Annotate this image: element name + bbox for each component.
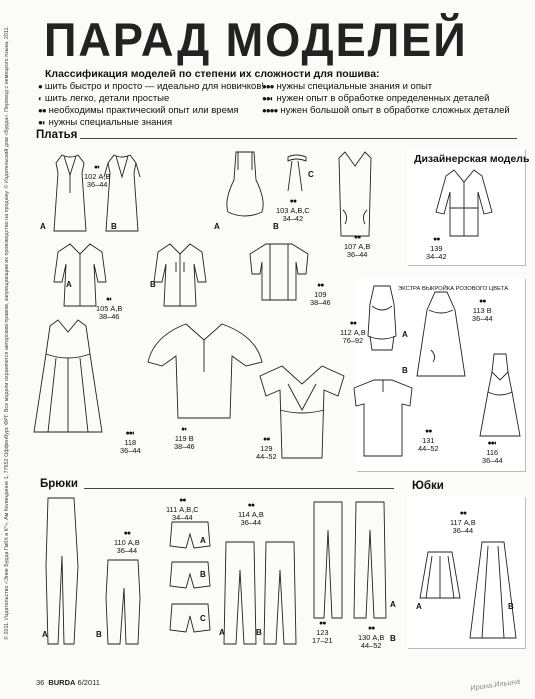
model-label-111: ●● 111 А,В,С 34–44 <box>166 497 199 523</box>
skirt-sketch-117b <box>468 540 518 640</box>
legend-item: ●●◐ нужен опыт в обработке определенных деталей <box>262 93 490 104</box>
variant-letter: В <box>96 630 102 639</box>
brand-name: BURDA <box>48 678 76 687</box>
issue-number: 6/2011 <box>77 678 100 687</box>
model-label-130: ●● 130 А,В 44–52 <box>358 625 385 651</box>
trousers-sketch-110b <box>104 558 144 646</box>
skirt-sketch-117a <box>418 550 462 600</box>
model-label-109: ●● 109 38–46 <box>310 282 331 308</box>
model-label-110: ●● 110 А,В 36–44 <box>114 530 140 556</box>
section-dresses: Платья <box>36 129 78 141</box>
variant-letter: В <box>273 222 279 231</box>
trousers-sketch-114b <box>262 540 298 646</box>
trousers-sketch-114a <box>222 540 258 646</box>
model-label-113: ●● 113 В 36–44 <box>472 298 493 324</box>
variant-letter: А <box>214 222 220 231</box>
section-trousers: Брюки <box>40 478 78 490</box>
coat-sketch-139 <box>434 168 494 238</box>
designer-title: Дизайнерская модель <box>414 153 530 165</box>
model-label-131: ●● 131 44–52 <box>418 428 439 454</box>
page-number: 36 <box>36 678 45 687</box>
dress-sketch-109 <box>246 242 312 302</box>
shorts-sketch-111a <box>168 520 212 550</box>
trousers-sketch-110a <box>44 496 84 646</box>
variant-letter: А <box>42 630 48 639</box>
dress-sketch-116 <box>478 352 522 438</box>
dress-sketch-131 <box>352 378 414 458</box>
model-label-103: ●● 103 А,В,С 34–42 <box>276 198 310 224</box>
model-label-118: ●●◐ 118 36–44 <box>120 430 141 456</box>
model-label-105: ●◐ 105 А,В 38–46 <box>96 296 123 322</box>
variant-letter: А <box>200 536 206 545</box>
legend-item: ●● необходимы практический опыт или время <box>38 105 239 116</box>
dress-sketch-112 <box>362 284 402 354</box>
legend-item: ● шить быстро и просто — идеально для новичков! <box>38 81 265 92</box>
extra-title: ЭКСТРА ВЫКРОЙКА РОЗОВОГО ЦВЕТА <box>398 286 509 292</box>
variant-letter: В <box>200 570 206 579</box>
model-label-107: ●● 107 А,В 36–44 <box>344 234 371 260</box>
model-label-102: ●◐ 102 А,В 36–44 <box>84 164 111 190</box>
legend-item: ◐ шить легко, детали простые <box>38 93 170 104</box>
dress-sketch-119 <box>146 322 264 422</box>
trousers-sketch-123 <box>310 500 346 620</box>
section-skirts: Юбки <box>412 480 444 492</box>
legend-item: ●◐ нужны специальные знания <box>38 117 173 128</box>
variant-letter: В <box>256 628 262 637</box>
model-label-139: ●● 139 34–42 <box>426 236 447 262</box>
variant-letter: С <box>200 614 206 623</box>
trousers-sketch-130 <box>352 500 388 620</box>
variant-letter: А <box>219 628 225 637</box>
page-title: ПАРАД МОДЕЛЕЙ <box>44 13 468 66</box>
section-rule <box>80 138 517 139</box>
copyright-side-text: © 2011. Издательство «Энне Бурда ГмбХ и К°», Ам Келиндинне 1, 77652 Оффенбург. ФРГ. Все модели охраняются авторским правом, запрещающим их производство на продажу. © Издательский дом «Бурда». Перевод с немецкого языка, 2011. <box>4 25 10 640</box>
variant-letter: А <box>416 602 422 611</box>
dress-sketch-103 <box>222 150 268 220</box>
variant-letter: В <box>508 602 514 611</box>
variant-letter: А <box>40 222 46 231</box>
dress-sketch-107 <box>335 150 375 238</box>
model-label-112: ●● 112 А,В 76–92 <box>340 320 366 346</box>
model-label-123: ●● 123 17–21 <box>312 620 333 646</box>
section-rule <box>84 488 394 489</box>
variant-letter: А <box>402 330 408 339</box>
classification-heading: Классификация моделей по степени их сложности для пошива: <box>45 68 380 80</box>
page-footer <box>36 678 100 687</box>
model-label-116: ●●◐ 116 36–44 <box>482 440 503 466</box>
belt-sketch-103c <box>284 153 310 193</box>
variant-letter: В <box>402 366 408 375</box>
model-label-114: ●● 114 А,В 36–44 <box>238 502 264 528</box>
legend-item: ●●●● нужен большой опыт в обработке сложных деталей <box>262 105 510 116</box>
dress-sketch-105b <box>152 242 208 308</box>
variant-letter: А <box>66 280 72 289</box>
model-label-119: ●◐ 119 В 38–46 <box>174 426 195 452</box>
dress-sketch-118 <box>30 318 106 436</box>
variant-letter: В <box>150 280 156 289</box>
legend-item: ●●● нужны специальные знания и опыт <box>262 81 433 92</box>
model-label-129: ●● 129 44–52 <box>256 436 277 462</box>
model-label-117: ●● 117 А,В 36–44 <box>450 510 476 536</box>
variant-letter: С <box>308 170 314 179</box>
variant-letter: В <box>111 222 117 231</box>
variant-letter: В <box>390 634 396 643</box>
variant-letter: А <box>390 600 396 609</box>
watermark: Ирина.Ильина <box>469 676 521 693</box>
dress-sketch-113 <box>415 290 467 380</box>
